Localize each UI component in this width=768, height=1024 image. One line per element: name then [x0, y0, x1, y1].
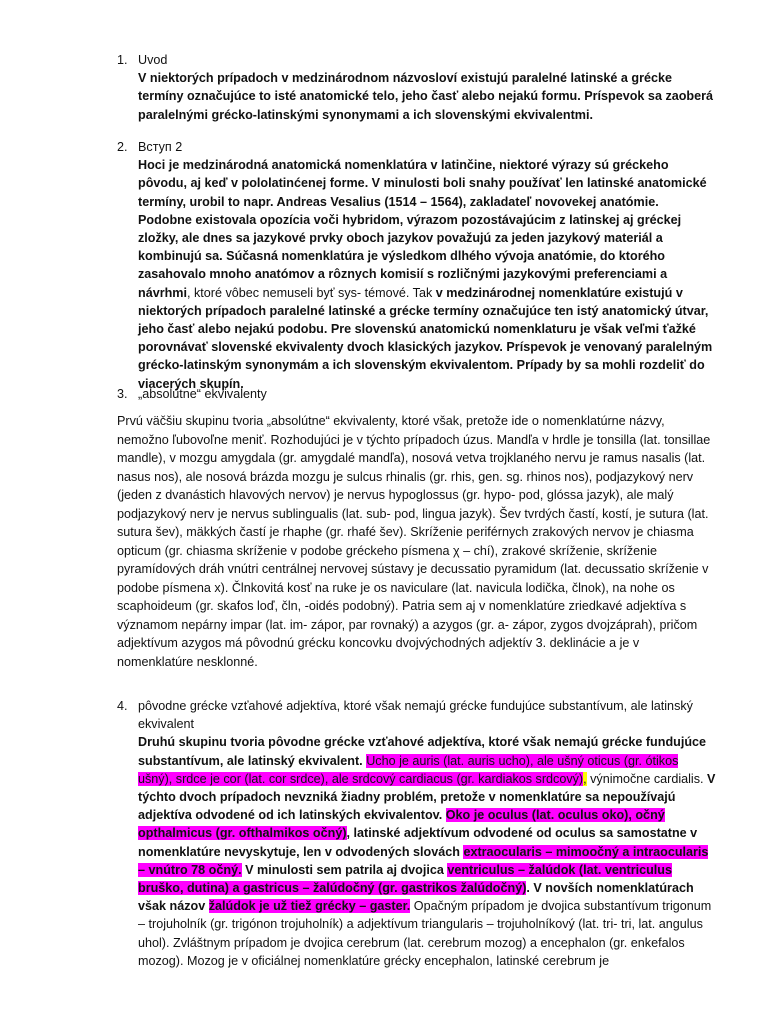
highlighted-text: ventriculus – žalúdok (lat. ventriculus bruško, dutina) a gastricus – žalúdočný (gr. gastrikos žalúdočný)	[138, 862, 673, 896]
highlighted-text: Ucho je auris (lat. auris ucho), ale ušný oticus (gr. ótikos ušný), srdce je cor (lat. cor srdce), ale srdcový cardiacus (gr. kardiakos srdcový)	[138, 753, 679, 786]
section-bold-text: Hoci je medzinárodná anatomická nomenklatúra v latinčine, niektoré výrazy sú gréckeho pôvodu, aj keď v pololatinćenej forme. V minulosti boli snahy používať len latinské anatomické termíny, urobil to napr. Andreas Vesalius (1514 – 1564), zakladateľ novovekej anatómie. Podobne existovala opozícia voči hybridom, výrazom pozostávajúcim z latinskej aj gréckej zložky, ale dnes sa jazykové prvky oboch jazykov považujú za jeden jazykový materiál a kombinujú sa. Súčasná nomenklatúra je výsledkom dlhého vývoja anatómie, do ktorého zasahovalo mnoho anatómov a rôznych komisií s rozličnými jazykovými preferenciami a návrhmi	[138, 158, 707, 300]
text-run: Druhú skupinu tvoria pôvodne grécke vzťahové adjektíva, ktoré však nemajú grécke fundujúce substantívum, ale latinský ekvivalent.	[138, 735, 707, 768]
text-run: , latinské adjektívum odvodené od oculus sa samostatne v nomenklatúre nevyskytuje, len v odvodených slovách	[138, 826, 698, 859]
section-number: 2.	[117, 140, 128, 154]
highlighted-text: Oko je oculus (lat. oculus oko), očný opthalmicus (gr. ofthalmikos očný)	[138, 808, 665, 841]
section-heading: pôvodne grécke vzťahové adjektíva, ktoré však nemajú grécke fundujúce substantívum, ale latinský ekvivalent	[138, 699, 693, 732]
section-plain-text: , ktoré vôbec nemuseli byť sys- témové. Tak	[187, 285, 436, 300]
text-run: výnimočne cardialis.	[586, 771, 708, 786]
section-number: 4.	[117, 699, 128, 713]
section-number: 3.	[117, 387, 128, 401]
highlighted-text: žalúdok je už tiež grécky – gaster.	[208, 899, 411, 914]
section-body	[138, 51, 716, 124]
text-run: V týchto dvoch prípadoch nevzniká žiadny problém, pretože v nomenklatúre sa nepoužívajú adjektíva odvodené od ich latinských ekvivalentov.	[138, 771, 716, 823]
section-body	[138, 138, 716, 393]
text-run: Opačným prípadom je dvojica substantívum trigonum – trojuholník (gr. trigónon trojuholník) a adjektívum triangularis – trojuholníkový (lat. tri- tri, lat. angulus uhol). Zvláštnym prípadom je dvojica cerebrum (lat. cerebrum mozog) a encephalon (gr. enkefalos mozog). Mozog je v oficiálnej nomenklatúre grécky encephalon, latinské cerebrum je	[138, 899, 712, 968]
text-run: V minulosti sem patrila aj dvojica	[241, 862, 448, 877]
section-number: 1.	[117, 53, 128, 67]
highlighted-text-yellow: ,	[583, 771, 587, 786]
section-body	[138, 697, 716, 970]
section-heading: „absolútne“ ekvivalenty	[138, 387, 267, 401]
text-run: . V novších nomenklatúrach však názov	[138, 881, 694, 914]
section-bold-text: V niektorých prípadoch v medzinárodnom názvosloví existujú paralelné latinské a grécke termíny označujúce to isté anatomické telo, jeho časť alebo nejakú formu. Príspevok sa zaoberá paralelnými grécko-latinskými synonymami a ich slovenskými ekvivalentmi.	[138, 71, 714, 122]
section-heading: Вступ 2	[138, 140, 183, 154]
section-3-paragraph: Prvú väčšiu skupinu tvoria „absolútne“ ekvivalenty, ktoré však, pretože ide o nomenklatúrne názvy, nemožno ľubovoľne meniť. Rozhodujúci je v týchto prípadoch úzus. Mandľa v hrdle je tonsilla (lat. tonsillae mandle), v mozgu amygdala (gr. amygdalé mandľa), nosová vetva trojklaného nervu je ramus nasalis (lat. nasus nos), ale nosová brázda mozgu je sulcus rhinalis (gr. rhis, gen. sg. rhinos nos), podjazykový nerv (jeden z dvanástich hlavových nervov) je nervus hypoglossus (gr. hypo- pod, glóssa jazyk), ale malý podjazykový nerv je nervus sublingualis (lat. sub- pod, lingua jazyk). Šev tvrdých častí, kostí, je sutura (lat. sutura šev), mäkkých častí je rhaphe (gr. rhafé šev). Skríženie periférnych zrakových nervov je chiasma opticum (gr. chiasma skríženie v podobe gréckeho písmena χ – chí), zrakové skríženie, skríženie pyramídových dráh vnútri centrálnej nervovej sústavy je decussatio pyramidum (lat. decussatio skríženie v podobe písmena x). Člnkovitá kosť na ruke je os naviculare (lat. navicula lodička, člnok), na nohe os scaphoideum (gr. skafos loď, čln, -oidés podobný). Patria sem aj v nomenklatúre zriedkavé adjektíva s významom nepárny impar (lat. im- zápor, par rovnaký) a azygos (gr. a- zápor, zygos dvojzáprah), pričom adjektívum azygos má pôvodnú grécku koncovku dvojvýchodných adjektív 3. deklinácie a je v nomenklatúre nesklonné.	[117, 414, 711, 669]
highlighted-text: extraocularis – mimoočný a intraocularis – vnútro 78 očný.	[138, 844, 709, 877]
section-heading: Uvod	[138, 53, 168, 67]
section-bold-text: v medzinárodnej nomenklatúre existujú v niektorých prípadoch paralelné latinské a grécke termíny označujúce ten istý anatomický útvar, jeho časť alebo nejakú podobu. Pre slovenskú anatomickú nomenklaturu je však veľmi ťažké porovnávať slovenské ekvivalenty dvoch klasických jazykov. Príspevok je venovaný paralelným grécko-latinským synonymám a ich slovenským ekvivalentom. Prípady by sa mohli rozdeliť do viacerých skupín.	[138, 285, 713, 391]
